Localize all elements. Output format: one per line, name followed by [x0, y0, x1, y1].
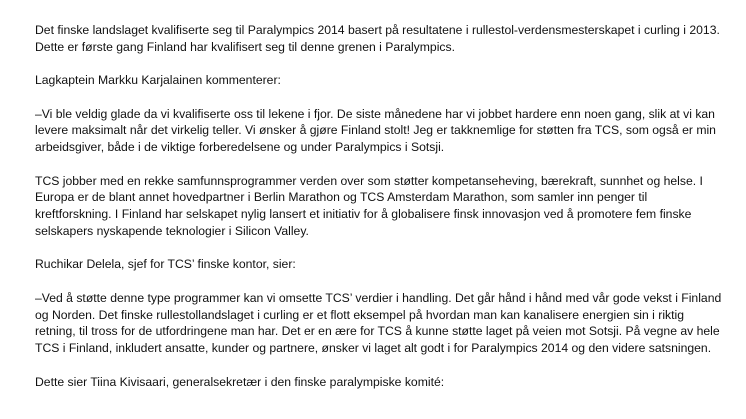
paragraph-delela-intro: Ruchikar Delela, sjef for TCS’ finske kontor, sier: [35, 257, 296, 272]
paragraph-delela-quote: –Ved å støtte denne type programmer kan vi omsette TCS’ verdier i handling. Det går hånd i hånd med vår gode vekst i Finland og Norden. Det finske rullestollandslaget i curling er et flott eksempel på hvordan man kan kanalisere energien sin i riktig retning, til tross for de utfordringene man har. Det er en ære for TCS å kunne støtte laget på veien mot Sotsji. På vegne av hele TCS i Finland, inkludert ansatte, kunder og partnere, ønsker vi laget alt godt i for Paralympics 2014 og den videre satsningen. [35, 290, 722, 356]
paragraph-kivisaari-intro: Dette sier Tiina Kivisaari, generalsekretær i den finske paralympiske komité: [35, 374, 445, 389]
paragraph-tcs-programs: TCS jobber med en rekke samfunnsprogrammer verden over som støtter kompetanseheving, bærekraft, sunnhet og helse. I Europa er de blant annet hovedpartner i Berlin Marathon og TCS Amsterdam Marathon, som samler inn penger til kreftforskning. I Finland har selskapet nylig lansert et initiativ for å globalisere finsk innovasjon ved å promotere fem finske selskapers nyskapende teknologier i Silicon Valley. [35, 173, 703, 238]
paragraph-qualification: Det finske landslaget kvalifiserte seg til Paralympics 2014 basert på resultatene i rullestol-verdensmesterskapet i curling i 2013. Dette er første gang Finland har kvalifisert seg til denne grenen i Paralympics. [35, 23, 720, 54]
document-body [35, 22, 725, 407]
paragraph-captain-quote: –Vi ble veldig glade da vi kvalifiserte oss til lekene i fjor. De siste månedene har vi jobbet hardere enn noen gang, slik at vi kan levere maksimalt når det virkelig teller. Vi ønsker å gjøre Finland stolt! Jeg er takknemlige for støtten fra TCS, som også er min arbeidsgiver, både i de viktige forberedelsene og under Paralympics i Sotsji. [35, 106, 716, 155]
paragraph-captain-intro: Lagkaptein Markku Karjalainen kommenterer: [35, 73, 281, 88]
